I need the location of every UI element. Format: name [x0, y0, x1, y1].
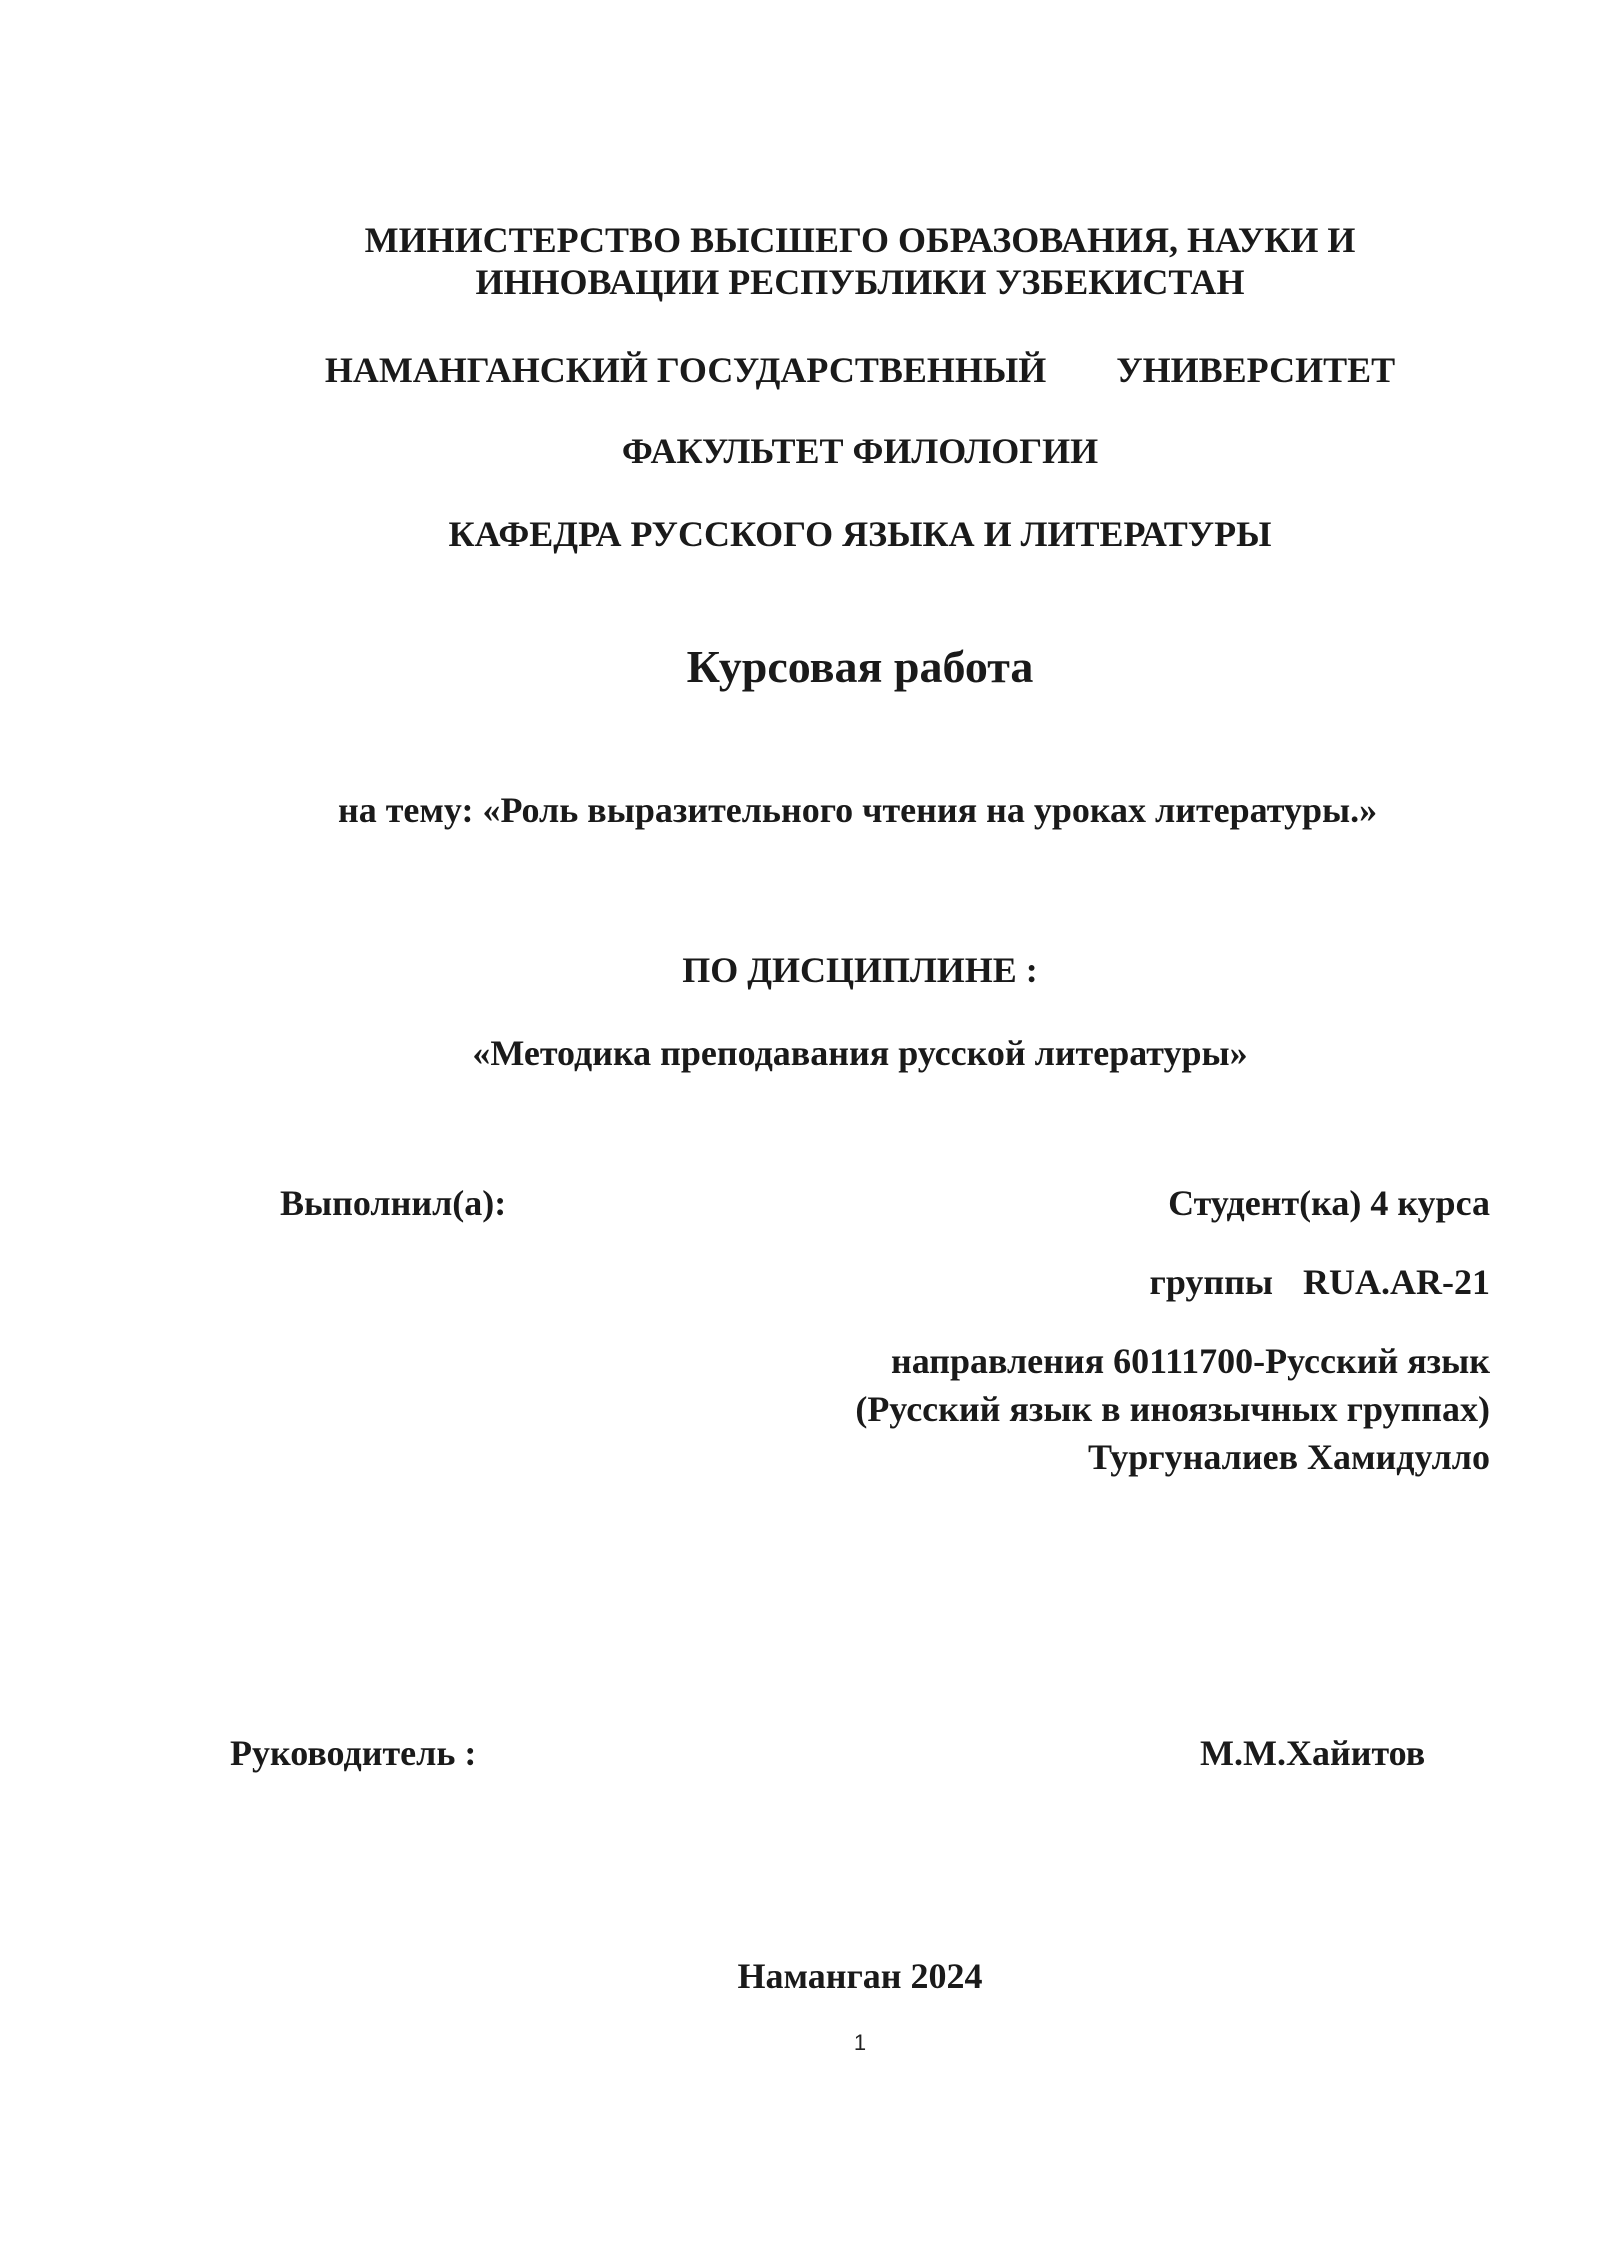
author-name: Тургуналиев Хамидулло: [1088, 1437, 1490, 1477]
ministry-line-1: МИНИСТЕРСТВО ВЫСШЕГО ОБРАЗОВАНИЯ, НАУКИ И: [364, 220, 1356, 260]
city-year: Наманган 2024: [737, 1956, 983, 1996]
university-name-part-1: НАМАНГАНСКИЙ ГОСУДАРСТВЕННЫЙ: [324, 350, 1047, 390]
supervisor-name: М.М.Хайитов: [1200, 1733, 1426, 1773]
university-name-part-2: УНИВЕРСИТЕТ: [1116, 350, 1396, 390]
page-number: 1: [853, 2030, 867, 2055]
discipline-label: ПО ДИСЦИПЛИНЕ :: [682, 950, 1038, 990]
group-code: RUA.AR-21: [1303, 1262, 1490, 1302]
department-name: КАФЕДРА РУССКОГО ЯЗЫКА И ЛИТЕРАТУРЫ: [448, 514, 1272, 554]
ministry-line-2: ИННОВАЦИИ РЕСПУБЛИКИ УЗБЕКИСТАН: [475, 262, 1245, 302]
author-group: [1150, 1264, 1490, 1300]
author-course: Студент(ка) 4 курса: [1168, 1183, 1490, 1223]
supervisor-label: Руководитель :: [230, 1733, 477, 1773]
faculty-name: ФАКУЛЬТЕТ ФИЛОЛОГИИ: [621, 431, 1099, 471]
author-specialization: (Русский язык в иноязычных группах): [855, 1389, 1490, 1429]
group-label: группы: [1149, 1262, 1274, 1302]
university-name: [0, 352, 1600, 388]
work-title: Курсовая работа: [686, 641, 1034, 692]
author-label: Выполнил(а):: [280, 1183, 507, 1223]
author-direction: направления 60111700-Русский язык: [890, 1341, 1490, 1381]
discipline-name: «Методика преподавания русской литературы»: [472, 1033, 1248, 1073]
work-topic: на тему: «Роль выразительного чтения на уроках литературы.»: [338, 790, 1378, 830]
